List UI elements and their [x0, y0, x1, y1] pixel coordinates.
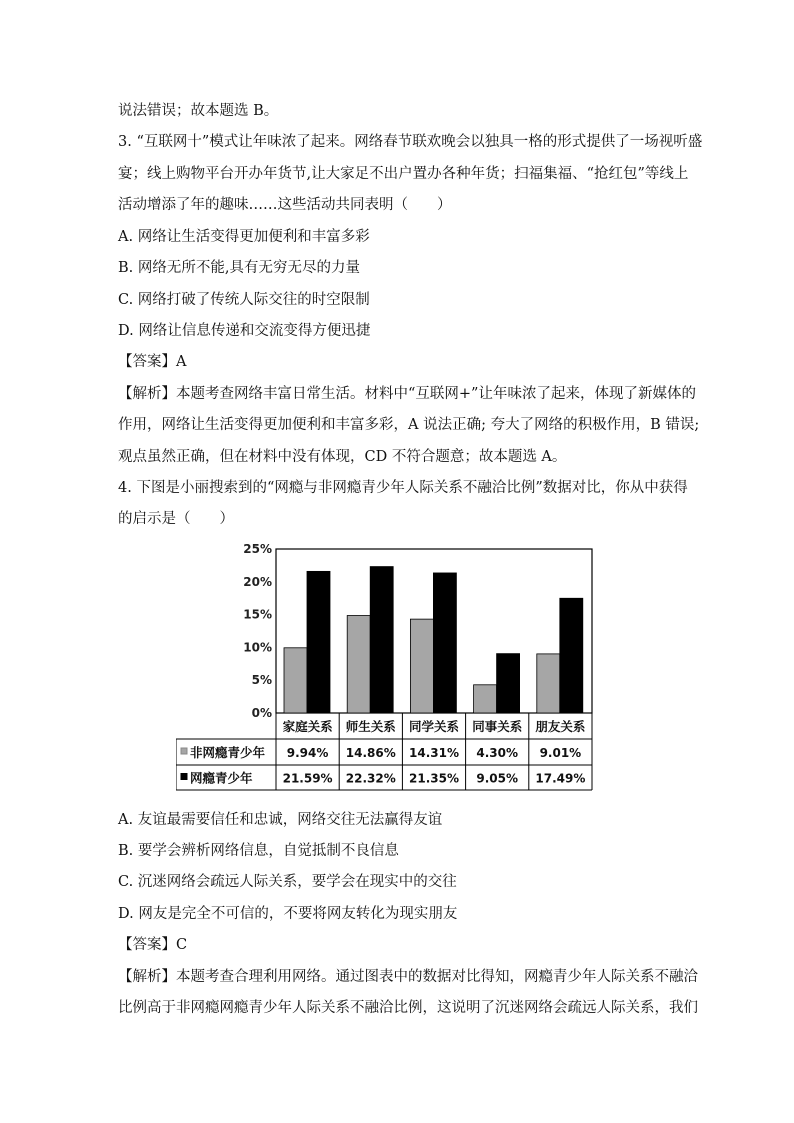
x-category-label: 师生关系 [345, 719, 396, 734]
option-d: D. 网友是完全不可信的，不要将网友转化为现实朋友 [118, 906, 458, 922]
question-4-stem: 的启示是（ ） [118, 511, 234, 527]
bar-non-addicted [474, 685, 497, 713]
y-tick-label: 15% [243, 607, 272, 622]
legend-swatch-non-addicted [181, 748, 187, 754]
data-value-label: 22.32% [345, 771, 396, 786]
legend-swatch-addicted [181, 774, 187, 780]
x-category-label: 家庭关系 [282, 719, 333, 734]
legend-label-addicted: 网瘾青少年 [190, 770, 253, 786]
option-b: B. 网络无所不能,具有无穷无尽的力量 [118, 260, 360, 276]
question-3-stem: 宴；线上购物平台开办年货节,让大家足不出户置办各种年货；扫福集福、“抢红包”等线上 [118, 166, 689, 182]
analysis-text: 观点虽然正确，但在材料中没有体现，CD 不符合题意；故本题选 A。 [118, 449, 567, 465]
question-3-stem: 3. “互联网十”模式让年味浓了起来。网络春节联欢晚会以独具一格的形式提供了一场视听盛 [118, 134, 703, 150]
question-3-stem: 活动增添了年的趣味……这些活动共同表明（ ） [118, 197, 452, 213]
option-a: A. 友谊最需要信任和忠诚，网络交往无法赢得友谊 [118, 812, 443, 828]
bar-addicted [560, 598, 583, 713]
option-a: A. 网络让生活变得更加便利和丰富多彩 [118, 229, 370, 245]
analysis-text: 比例高于非网瘾网瘾青少年人际关系不融洽比例，这说明了沉迷网络会疏远人际关系，我们 [118, 1000, 698, 1016]
y-tick-label: 20% [243, 574, 272, 589]
text-line: 说法错误；故本题选 B。 [118, 103, 279, 119]
option-c: C. 网络打破了传统人际交往的时空限制 [118, 292, 370, 308]
y-tick-label: 5% [251, 673, 272, 688]
bar-non-addicted [537, 654, 560, 713]
y-tick-label: 0% [251, 706, 272, 720]
data-value-label: 4.30% [476, 746, 519, 760]
bar-non-addicted [284, 648, 307, 713]
data-value-label: 17.49% [535, 771, 586, 786]
option-d: D. 网络让信息传递和交流变得方便迅捷 [118, 323, 371, 339]
bar-chart [176, 540, 596, 792]
answer-label: 【答案】C [118, 937, 188, 953]
bar-non-addicted [347, 616, 370, 713]
y-tick-label: 25% [243, 542, 272, 556]
option-c: C. 沉迷网络会疏远人际关系，要学会在现实中的交往 [118, 874, 457, 890]
legend-label-non-addicted: 非网瘾青少年 [190, 745, 266, 760]
data-value-label: 14.86% [345, 746, 396, 760]
data-value-label: 9.05% [476, 771, 519, 786]
bar-addicted [307, 571, 330, 713]
chart-svg [176, 540, 596, 792]
x-category-label: 朋友关系 [535, 719, 586, 734]
bar-addicted [370, 567, 393, 713]
data-value-label: 9.01% [539, 746, 582, 760]
bar-non-addicted [410, 619, 433, 713]
data-value-label: 9.94% [286, 746, 329, 760]
answer-label: 【答案】A [118, 354, 187, 370]
analysis-text: 作用，网络让生活变得更加便利和丰富多彩，A 说法正确; 夸大了网络的积极作用，B 错误; [118, 417, 700, 433]
x-category-label: 同学关系 [408, 719, 460, 734]
data-value-label: 14.31% [409, 746, 459, 760]
analysis-text: 【解析】本题考查合理利用网络。通过图表中的数据对比得知，网瘾青少年人际关系不融洽 [118, 969, 698, 985]
y-tick-label: 10% [243, 640, 272, 655]
analysis-text: 【解析】本题考查网络丰富日常生活。材料中“互联网+”让年味浓了起来，体现了新媒体的 [118, 386, 696, 402]
x-category-label: 同事关系 [472, 719, 523, 734]
option-b: B. 要学会辨析网络信息，自觉抵制不良信息 [118, 843, 399, 859]
bar-addicted [497, 654, 520, 713]
question-4-stem: 4. 下图是小丽搜索到的“网瘾与非网瘾青少年人际关系不融洽比例”数据对比，你从中获得 [118, 480, 688, 496]
data-value-label: 21.35% [409, 771, 459, 786]
data-value-label: 21.59% [282, 771, 333, 786]
bar-addicted [433, 573, 456, 713]
